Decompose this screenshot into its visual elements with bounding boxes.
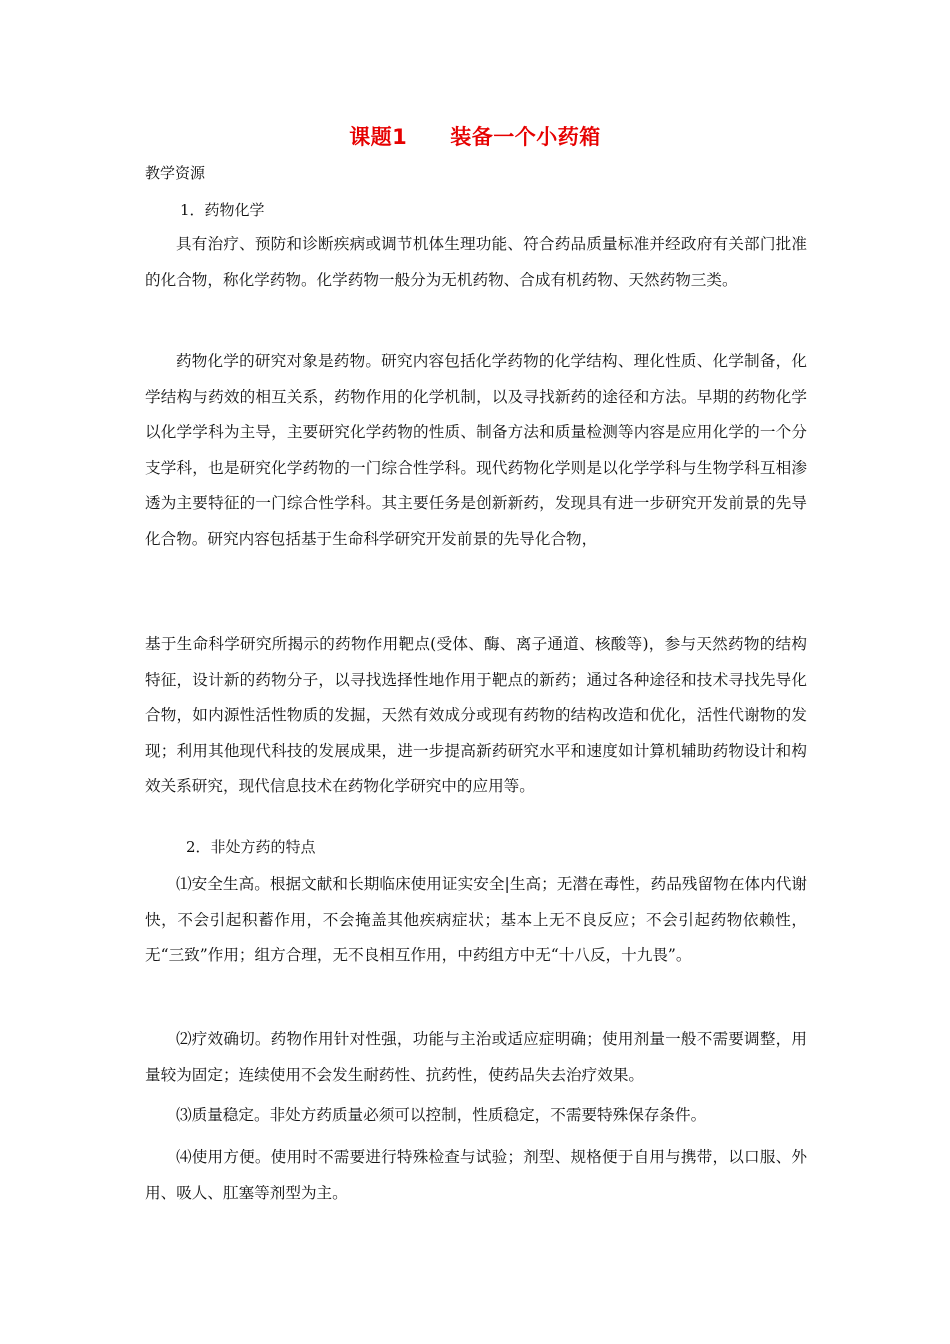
- paragraph-definition: 具有治疗、预防和诊断疾病或调节机体生理功能、符合药品质量标准并经政府有关部门批准的化合物，称化学药物。化学药物一般分为无机药物、合成有机药物、天然药物三类。: [145, 235, 807, 289]
- paragraph-efficacy: ⑵疗效确切。药物作用针对性强，功能与主治或适应症明确；使用剂量一般不需要调整，用量较为固定；连续使用不会发生耐药性、抗药性，使药品失去治疗效果。: [145, 1030, 807, 1084]
- section-label: 教学资源: [145, 164, 206, 182]
- heading-medicinal-chemistry: 1．药物化学: [180, 201, 265, 219]
- paragraph-safety: ⑴安全生高。根据文献和长期临床使用证实安全|生高；无潜在毒性，药品残留物在体内代谢快，不会引起积蓄作用，不会掩盖其他疾病症状；基本上无不良反应；不会引起药物依赖性，无“三致”作用；组方合理，无不良相互作用，中药组方中无“十八反，十九畏”。: [145, 875, 807, 964]
- document-title: 课题1 装备一个小药箱: [349, 125, 601, 149]
- paragraph-research-methods: 基于生命科学研究所揭示的药物作用靶点(受体、酶、离子通道、核酸等)，参与天然药物的结构特征，设计新的药物分子，以寻找选择性地作用于靶点的新药；通过各种途径和技术寻找先导化合物，如内源性活性物质的发掘，天然有效成分或现有药物的结构改造和优化，活性代谢物的发现；利用其他现代科技的发展成果，进一步提高新药研究水平和速度如计算机辅助药物设计和构效关系研究，现代信息技术在药物化学研究中的应用等。: [145, 635, 807, 795]
- paragraph-quality: ⑶质量稳定。非处方药质量必须可以控制，性质稳定，不需要特殊保存条件。: [176, 1106, 707, 1124]
- paragraph-research-scope: 药物化学的研究对象是药物。研究内容包括化学药物的化学结构、理化性质、化学制备，化学结构与药效的相互关系，药物作用的化学机制，以及寻找新药的途径和方法。早期的药物化学以化学学科为主导，主要研究化学药物的性质、制备方法和质量检测等内容是应用化学的一个分支学科，也是研究化学药物的一门综合性学科。现代药物化学则是以化学学科与生物学科互相渗透为主要特征的一门综合性学科。其主要任务是创新新药，发现具有进一步研究开发前景的先导化合物。研究内容包括基于生命科学研究开发前景的先导化合物，: [145, 352, 807, 548]
- paragraph-convenience: ⑷使用方便。使用时不需要进行特殊检查与试验；剂型、规格便于自用与携带，以口服、外用、吸人、肛塞等剂型为主。: [145, 1148, 807, 1202]
- heading-otc-features: 2．非处方药的特点: [186, 838, 316, 856]
